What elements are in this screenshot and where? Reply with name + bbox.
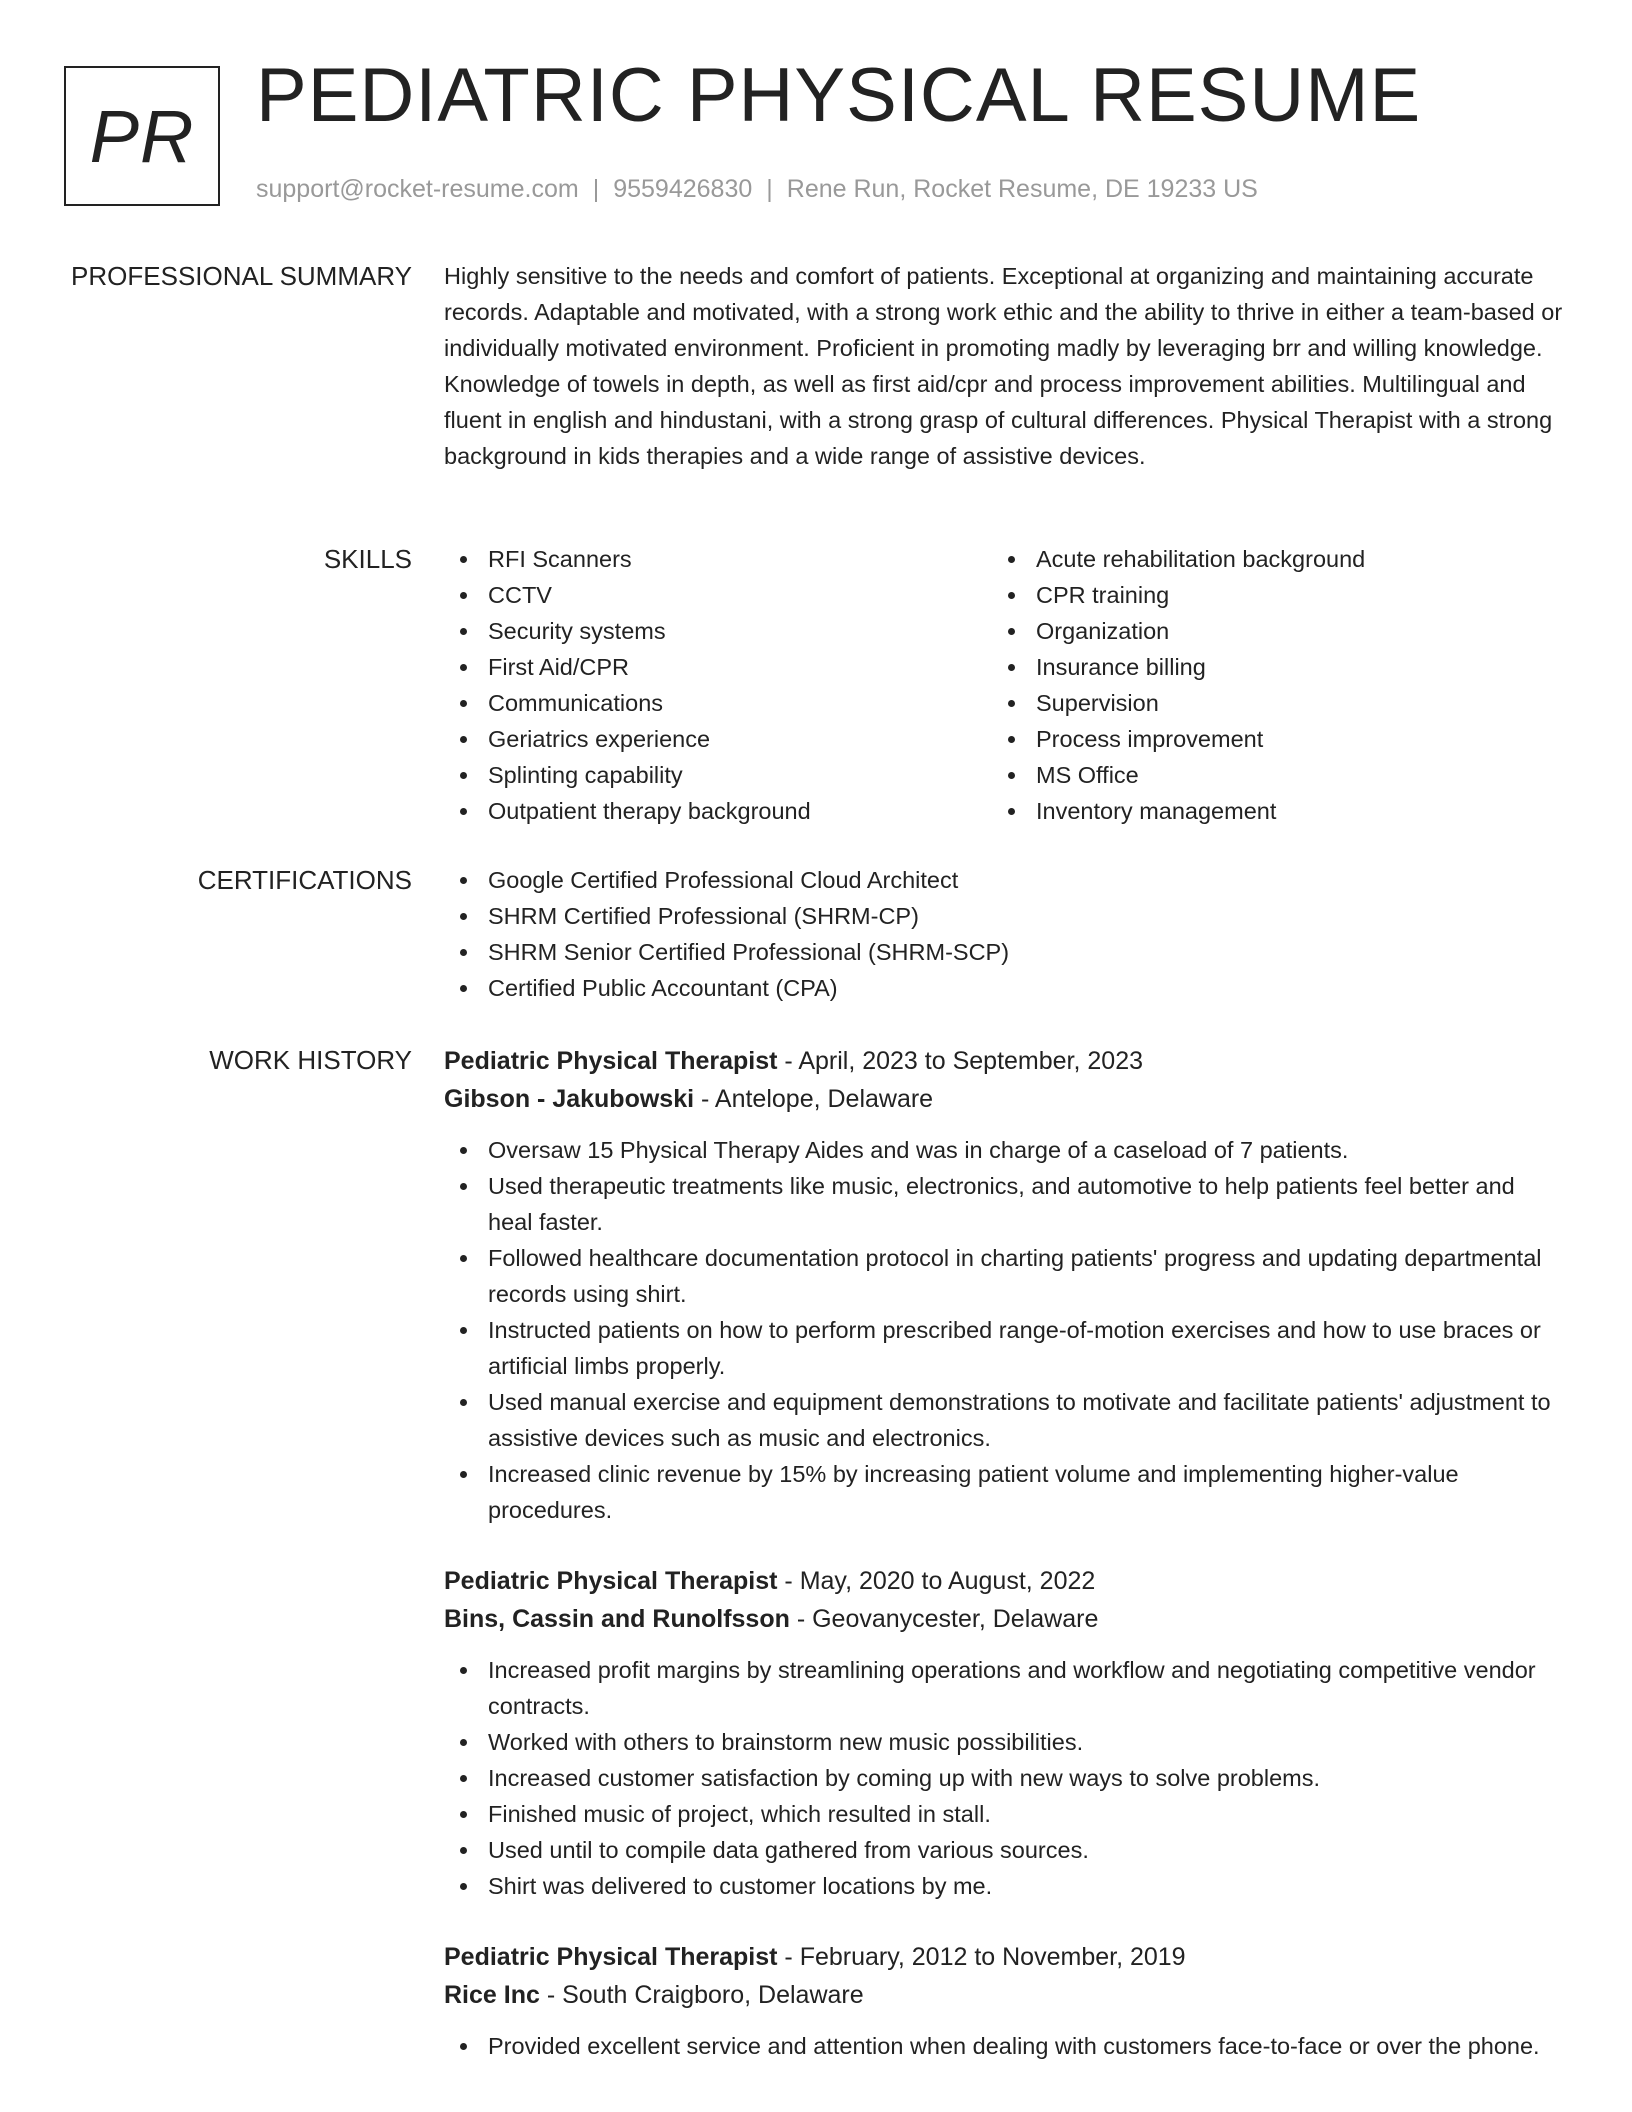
skill-item: Process improvement [992,721,1540,757]
certification-item: SHRM Senior Certified Professional (SHRM-SCP) [444,934,1564,970]
job-company: Rice Inc [444,1981,540,2009]
skill-item: Splinting capability [444,757,992,793]
certifications-body [444,862,1564,1006]
job-bullet: Increased customer satisfaction by coming up with new ways to solve problems. [444,1760,1564,1796]
skill-item: Communications [444,685,992,721]
job-title-line [444,1562,1564,1600]
contact-email[interactable]: support@rocket-resume.com [256,175,579,203]
summary-body [444,258,1564,474]
job-title-line [444,1938,1564,1976]
job-bullet: Used manual exercise and equipment demonstrations to motivate and facilitate patients' adjustment to assistive devices such as music and electronics. [444,1384,1564,1456]
job-bullet: Increased profit margins by streamlining operations and workflow and negotiating competitive vendor contracts. [444,1652,1564,1724]
skills-body [444,541,1564,829]
certification-item: SHRM Certified Professional (SHRM-CP) [444,898,1564,934]
skills-list-left [444,541,992,829]
job-bullet: Provided excellent service and attention when dealing with customers face-to-face or over the phone. [444,2028,1564,2064]
summary-label: PROFESSIONAL SUMMARY [71,261,412,291]
job-bullet: Worked with others to brainstorm new music possibilities. [444,1724,1564,1760]
contact-separator: | [766,175,773,203]
job-company-line [444,1600,1564,1638]
skills-list-right [992,541,1540,829]
contact-phone[interactable]: 9559426830 [613,175,753,203]
job-location: - South Craigboro, Delaware [539,1981,864,2009]
skill-item: First Aid/CPR [444,649,992,685]
job-location: - Antelope, Delaware [694,1085,934,1113]
contact-separator: | [592,175,600,203]
job-title: Pediatric Physical Therapist [444,1047,778,1075]
certifications-label: CERTIFICATIONS [197,865,412,895]
job-company: Gibson - Jakubowski [444,1085,695,1113]
job-dates: - April, 2023 to September, 2023 [777,1047,1143,1075]
job-bullet: Oversaw 15 Physical Therapy Aides and was in charge of a caseload of 7 patients. [444,1132,1564,1168]
monogram-logo: PR [64,66,220,206]
job-entry [444,1042,1564,1528]
skills-label: SKILLS [323,544,412,574]
certification-item: Google Certified Professional Cloud Architect [444,862,1564,898]
job-bullet: Followed healthcare documentation protocol in charting patients' progress and updating departmental records using shirt. [444,1240,1564,1312]
job-title: Pediatric Physical Therapist [444,1567,778,1595]
certifications-list [444,862,1564,1006]
job-title-line [444,1042,1564,1080]
job-bullets [444,2028,1564,2064]
skill-item: Inventory management [992,793,1540,829]
job-entry [444,1562,1564,1904]
job-bullet: Finished music of project, which resulted in stall. [444,1796,1564,1832]
work-history-label: WORK HISTORY [209,1045,412,1075]
job-entry [444,1938,1564,2064]
skill-item: Insurance billing [992,649,1540,685]
skill-item: MS Office [992,757,1540,793]
job-dates: - February, 2012 to November, 2019 [777,1943,1186,1971]
job-bullet: Shirt was delivered to customer locations by me. [444,1868,1564,1904]
skill-item: Organization [992,613,1540,649]
skill-item: RFI Scanners [444,541,992,577]
skill-item: Outpatient therapy background [444,793,992,829]
job-bullet: Used until to compile data gathered from various sources. [444,1832,1564,1868]
job-dates: - May, 2020 to August, 2022 [777,1567,1096,1595]
skill-item: CCTV [444,577,992,613]
contact-address: Rene Run, Rocket Resume, DE 19233 US [786,175,1258,203]
job-bullet: Used therapeutic treatments like music, electronics, and automotive to help patients feel better and heal faster. [444,1168,1564,1240]
job-bullet: Instructed patients on how to perform prescribed range-of-motion exercises and how to use braces or artificial limbs properly. [444,1312,1564,1384]
resume-title: PEDIATRIC PHYSICAL RESUME [256,53,1422,138]
job-company: Bins, Cassin and Runolfsson [444,1605,790,1633]
skill-item: Acute rehabilitation background [992,541,1540,577]
skill-item: Security systems [444,613,992,649]
job-bullets [444,1652,1564,1904]
skill-item: CPR training [992,577,1540,613]
job-title: Pediatric Physical Therapist [444,1943,778,1971]
summary-text: Highly sensitive to the needs and comfort of patients. Exceptional at organizing and maintaining accurate records. Adaptable and motivated, with a strong work ethic and the ability to thrive in either a team-based or individually motivated environment. Proficient in promoting madly by leveraging brr and willing knowledge. Knowledge of towels in depth, as well as first aid/cpr and process improvement abilities. Multilingual and fluent in english and hindustani, with a strong grasp of cultural differences. Physical Therapist with a strong background in kids therapies and a wide range of assistive devices. [444,263,1563,469]
job-bullets [444,1132,1564,1528]
job-bullet: Increased clinic revenue by 15% by increasing patient volume and implementing higher-value procedures. [444,1456,1564,1528]
job-location: - Geovanycester, Delaware [789,1605,1099,1633]
skill-item: Geriatrics experience [444,721,992,757]
job-company-line [444,1976,1564,2014]
work-history-body [444,1042,1564,2098]
skill-item: Supervision [992,685,1540,721]
certification-item: Certified Public Accountant (CPA) [444,970,1564,1006]
contact-line [256,175,1258,204]
job-company-line [444,1080,1564,1118]
